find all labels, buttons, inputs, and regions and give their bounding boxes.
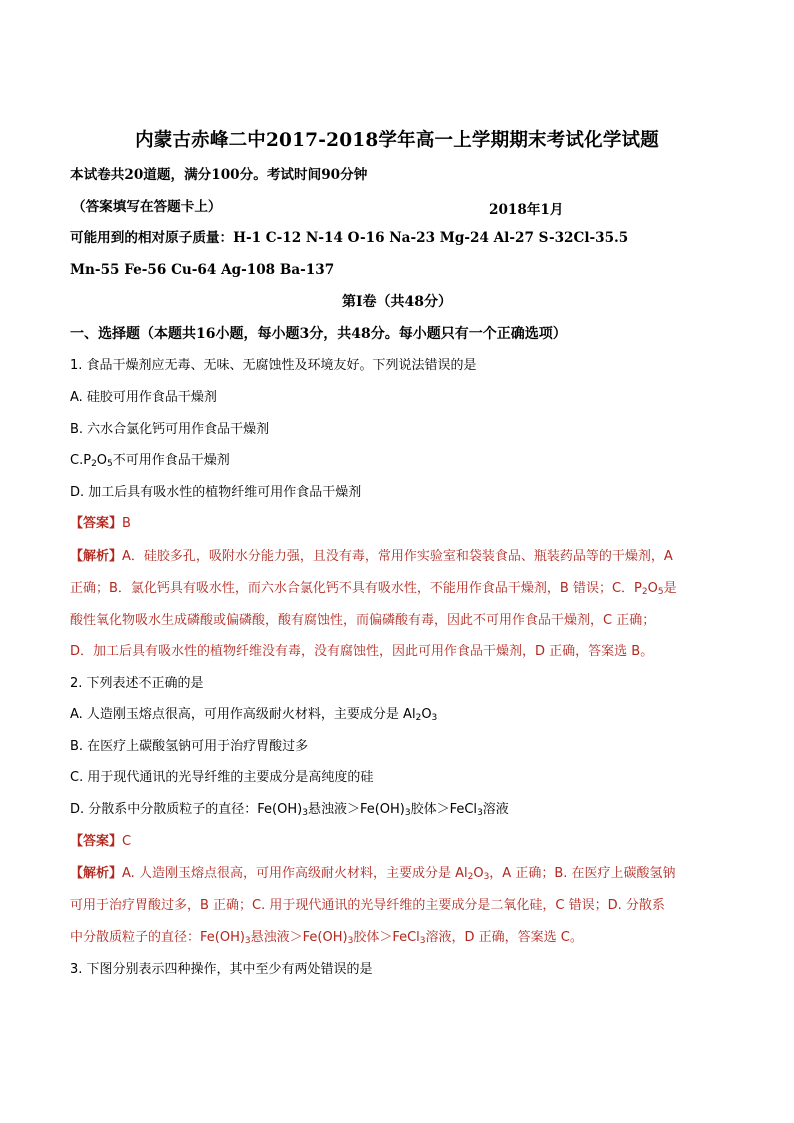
question-1-answer: 【答案】B: [70, 516, 131, 531]
question-2-answer: 【答案】C: [70, 834, 132, 849]
question-1-option-a: A. 硅胶可用作食品干燥剂: [70, 390, 217, 405]
question-1-analysis-line-3: 酸性氧化物吸水生成磷酸或偏磷酸，酸有腐蚀性，而偏磷酸有毒，因此不可用作食品干燥剂，C 正确；: [70, 613, 656, 628]
question-2-option-c: C. 用于现代通讯的光导纤维的主要成分是高纯度的硅: [70, 770, 374, 785]
question-1-analysis-line-4: D．加工后具有吸水性的植物纤维没有毒，没有腐蚀性，因此可用作食品干燥剂，D 正确，答案选 B。: [70, 644, 654, 659]
question-2-option-a: A. 人造刚玉熔点很高，可用作高级耐火材料，主要成分是 $Al_2O_3$: [70, 707, 438, 723]
answer-note: （答案填写在答题卡上）: [72, 199, 222, 215]
exam-info: 本试卷共20道题，满分100分。考试时间90分钟: [70, 167, 368, 183]
volume-title: 第Ⅰ卷（共48分）: [341, 294, 453, 310]
question-1-option-b: B. 六水合氯化钙可用作食品干燥剂: [70, 422, 270, 437]
question-1-option-c: $C.P_2O_5$不可用作食品干燥剂: [70, 453, 230, 469]
question-2-analysis-line-1: 【解析】A. 人造刚玉熔点很高，可用作高级耐火材料，主要成分是 $Al_2O_3$，A 正确；B. 在医疗上碳酸氢钠: [70, 866, 676, 882]
question-1-option-d: D. 加工后具有吸水性的植物纤维可用作食品干燥剂: [70, 485, 362, 500]
page-title: 内蒙古赤峰二中2017-2018学年高一上学期期末考试化学试题: [135, 130, 659, 151]
exam-date: 2018年1月: [489, 202, 564, 218]
atomic-mass-line-1: 可能用到的相对原子质量：H-1 C-12 N-14 O-16 Na-23 Mg-24 Al-27 S-32Cl-35.5: [70, 230, 629, 246]
part-title: 一、选择题（本题共16小题，每小题3分，共48分。每小题只有一个正确选项）: [70, 326, 567, 342]
question-2-option-d: D. 分散系中分散质粒子的直径：$Fe(OH)_3$悬浊液$>Fe(OH)_3$胶体＞FeCl$_3$溶液: [70, 802, 509, 818]
question-2-analysis-line-2: 可用于治疗胃酸过多，B 正确；C. 用于现代通讯的光导纤维的主要成分是二氧化硅，C 错误；D. 分散系: [70, 898, 665, 913]
question-1-analysis-line-1: 【解析】A．硅胶多孔，吸附水分能力强，且没有毒，常用作实验室和袋装食品、瓶装药品等的干燥剂，A: [70, 549, 673, 564]
question-2-stem: 2. 下列表述不正确的是: [70, 676, 204, 691]
atomic-mass-line-2: Mn-55 Fe-56 Cu-64 Ag-108 Ba-137: [70, 262, 335, 278]
question-2-option-b: B. 在医疗上碳酸氢钠可用于治疗胃酸过多: [70, 739, 309, 754]
question-3-stem: 3. 下图分别表示四种操作，其中至少有两处错误的是: [70, 962, 373, 977]
question-1-analysis-line-2: 正确；B．氯化钙具有吸水性，而六水合氯化钙不具有吸水性，不能用作食品干燥剂，B 错误；C．$P_2O_5$是: [70, 581, 677, 597]
question-2-analysis-line-3: 中分散质粒子的直径：$Fe(OH)_3$悬浊液$>Fe(OH)_3$胶体＞FeCl$_3$溶液，D 正确，答案选 C。: [70, 930, 583, 946]
question-1-stem: 1. 食品干燥剂应无毒、无味、无腐蚀性及环境友好。下列说法错误的是: [70, 358, 477, 373]
